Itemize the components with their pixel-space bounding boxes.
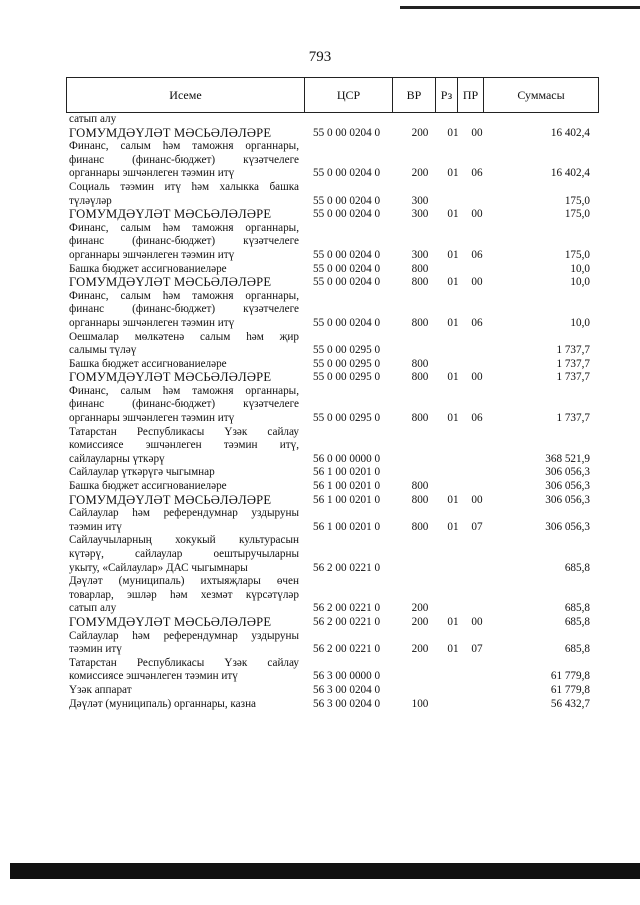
row-rz: 01 <box>447 208 459 221</box>
row-name-line: органнары эшчәнлеген тәэмин итү <box>69 248 235 261</box>
row-csr: 55 0 00 0295 0 <box>313 357 381 370</box>
row-name-line: Дәүләт (муниципаль) органнары, казна <box>69 697 257 710</box>
header-name: Исеме <box>67 78 305 113</box>
row-name-line: тәэмин итү <box>69 643 122 656</box>
row-name-line: Финанс, салым һәм таможня органнары, <box>69 140 299 153</box>
row-sum: 306 056,3 <box>545 480 590 493</box>
row-name-line: Башка бюджет ассигнованиеләре <box>69 262 227 275</box>
row-name <box>66 385 299 426</box>
row-sum: 685,8 <box>564 615 590 628</box>
row-vr: 800 <box>411 316 429 329</box>
table-row <box>66 371 598 385</box>
row-name-line: ГОМУМДӘҮЛӘТ МӘСЬӘЛӘЛӘРЕ <box>69 125 272 140</box>
table-row <box>66 208 598 222</box>
row-name-line: Татарстан Республикасы Үзәк сайлау <box>69 425 299 438</box>
row-vr: 100 <box>411 697 429 710</box>
row-csr: 56 2 00 0221 0 <box>313 615 381 628</box>
row-pr: 06 <box>471 167 483 180</box>
row-vr: 800 <box>411 371 429 384</box>
row-rz: 01 <box>447 371 459 384</box>
row-pr: 06 <box>471 412 483 425</box>
row-csr: 55 0 00 0204 0 <box>313 248 381 261</box>
row-csr: 55 0 00 0204 0 <box>313 167 381 180</box>
row-csr: 56 2 00 0221 0 <box>313 643 381 656</box>
table-header <box>66 77 599 113</box>
row-vr: 200 <box>411 126 429 139</box>
row-rz: 01 <box>447 316 459 329</box>
row-name-line: органнары эшчәнлеген тәэмин итү <box>69 412 235 425</box>
row-sum: 16 402,4 <box>550 126 590 139</box>
top-rule <box>400 6 640 9</box>
table-row <box>66 575 598 616</box>
header-pr: ПР <box>458 78 484 113</box>
row-name <box>66 575 299 616</box>
row-name <box>66 222 299 263</box>
row-name-line: финанс (финанс-бюджет) күзәтчелеге <box>69 153 299 166</box>
row-sum: 306 056,3 <box>545 493 590 506</box>
table-row <box>66 276 598 290</box>
row-name-line: Татарстан Республикасы Үзәк сайлау <box>69 656 299 669</box>
table-row <box>66 630 598 657</box>
row-rz: 01 <box>447 412 459 425</box>
row-name-line: салымы түләү <box>69 344 137 357</box>
row-name <box>66 113 299 127</box>
row-rz: 01 <box>447 643 459 656</box>
row-name-line: Сайлаулар һәм референдумнар уздыруны <box>69 629 299 642</box>
row-pr: 00 <box>471 371 483 384</box>
row-name-line: ГОМУМДӘҮЛӘТ МӘСЬӘЛӘЛӘРЕ <box>69 275 272 290</box>
row-sum: 16 402,4 <box>550 167 590 180</box>
row-vr: 800 <box>411 412 429 425</box>
row-sum: 56 432,7 <box>550 697 590 710</box>
table-row <box>66 331 598 358</box>
row-sum: 685,8 <box>564 561 590 574</box>
row-csr: 56 1 00 0201 0 <box>313 520 381 533</box>
table-row <box>66 222 598 263</box>
row-csr: 55 0 00 0204 0 <box>313 126 381 139</box>
row-name-line: тәэмин итү <box>69 520 122 533</box>
table-row <box>66 534 598 575</box>
row-name-line: ГОМУМДӘҮЛӘТ МӘСЬӘЛӘЛӘРЕ <box>69 370 272 385</box>
row-name <box>66 371 299 385</box>
row-vr: 300 <box>411 194 429 207</box>
row-csr: 55 0 00 0295 0 <box>313 344 381 357</box>
row-name <box>66 263 299 277</box>
row-name-line: Социаль тәэмин итү һәм халыкка башка <box>69 180 299 193</box>
budget-table-body <box>66 113 598 711</box>
row-name <box>66 331 299 358</box>
table-row <box>66 494 598 508</box>
row-name <box>66 127 299 141</box>
row-vr: 800 <box>411 276 429 289</box>
row-name <box>66 657 299 684</box>
row-name-line: Финанс, салым һәм таможня органнары, <box>69 221 299 234</box>
row-name <box>66 698 299 712</box>
row-csr: 55 0 00 0204 0 <box>313 276 381 289</box>
row-name-line: Финанс, салым һәм таможня органнары, <box>69 384 299 397</box>
header-rz: Рз <box>436 78 458 113</box>
row-name-line: финанс (финанс-бюджет) күзәтчелеге <box>69 398 299 411</box>
row-csr: 56 2 00 0221 0 <box>313 602 381 615</box>
table-row <box>66 113 598 127</box>
row-vr: 200 <box>411 602 429 615</box>
table-row <box>66 466 598 480</box>
row-name-line: финанс (финанс-бюджет) күзәтчелеге <box>69 235 299 248</box>
table-row <box>66 385 598 426</box>
row-sum: 306 056,3 <box>545 466 590 479</box>
row-name-line: комиссиясе эшчәнлеген тәэмин итү, <box>69 439 299 452</box>
table-row <box>66 426 598 467</box>
row-name <box>66 426 299 467</box>
row-csr: 55 0 00 0295 0 <box>313 412 381 425</box>
row-pr: 00 <box>471 276 483 289</box>
row-rz: 01 <box>447 248 459 261</box>
row-pr: 00 <box>471 208 483 221</box>
row-pr: 07 <box>471 643 483 656</box>
row-rz: 01 <box>447 493 459 506</box>
row-name <box>66 290 299 331</box>
row-pr: 00 <box>471 615 483 628</box>
row-name-line: органнары эшчәнлеген тәэмин итү <box>69 316 235 329</box>
row-csr: 55 0 00 0204 0 <box>313 208 381 221</box>
row-sum: 175,0 <box>564 194 590 207</box>
row-name <box>66 684 299 698</box>
row-sum: 1 737,7 <box>556 412 590 425</box>
table-row <box>66 263 598 277</box>
row-name-line: Дәүләт (муниципаль) ихтыяҗлары өчен <box>69 575 299 588</box>
header-csr: ЦСР <box>305 78 393 113</box>
row-csr: 55 0 00 0204 0 <box>313 262 381 275</box>
table-row <box>66 181 598 208</box>
row-sum: 368 521,9 <box>545 452 590 465</box>
row-name-line: сатып алу <box>69 113 117 125</box>
row-name-line: Сайлаулар үткәрүгә чыгымнар <box>69 466 215 479</box>
row-pr: 00 <box>471 126 483 139</box>
row-sum: 10,0 <box>570 316 590 329</box>
row-sum: 685,8 <box>564 643 590 656</box>
row-name <box>66 181 299 208</box>
row-name <box>66 140 299 181</box>
row-name-line: органнары эшчәнлеген тәэмин итү <box>69 167 235 180</box>
row-name-line: түләүләр <box>69 194 112 207</box>
row-rz: 01 <box>447 167 459 180</box>
row-vr: 800 <box>411 480 429 493</box>
table-row <box>66 127 598 141</box>
row-csr: 56 3 00 0204 0 <box>313 697 381 710</box>
row-pr: 06 <box>471 248 483 261</box>
row-name <box>66 466 299 480</box>
row-name-line: Сайлаулар һәм референдумнар уздыруны <box>69 507 299 520</box>
table-row <box>66 140 598 181</box>
row-csr: 56 1 00 0201 0 <box>313 466 381 479</box>
row-name-line: сатып алу <box>69 602 117 615</box>
table-row <box>66 684 598 698</box>
row-name-line: Үзәк аппарат <box>69 683 132 696</box>
row-sum: 306 056,3 <box>545 520 590 533</box>
row-rz: 01 <box>447 520 459 533</box>
row-name <box>66 630 299 657</box>
row-sum: 175,0 <box>564 208 590 221</box>
row-pr: 00 <box>471 493 483 506</box>
row-csr: 55 0 00 0295 0 <box>313 371 381 384</box>
row-sum: 1 737,7 <box>556 371 590 384</box>
row-name-line: ГОМУМДӘҮЛӘТ МӘСЬӘЛӘЛӘРЕ <box>69 614 272 629</box>
row-name-line: Финанс, салым һәм таможня органнары, <box>69 289 299 302</box>
row-sum: 10,0 <box>570 276 590 289</box>
row-sum: 1 737,7 <box>556 344 590 357</box>
row-vr: 800 <box>411 520 429 533</box>
row-vr: 800 <box>411 493 429 506</box>
row-sum: 61 779,8 <box>550 670 590 683</box>
row-name-line: ГОМУМДӘҮЛӘТ МӘСЬӘЛӘЛӘРЕ <box>69 492 272 507</box>
row-sum: 61 779,8 <box>550 683 590 696</box>
row-name-line: комиссиясе эшчәнлеген тәэмин итү <box>69 670 238 683</box>
row-csr: 55 0 00 0204 0 <box>313 316 381 329</box>
header-vr: ВР <box>393 78 436 113</box>
row-rz: 01 <box>447 126 459 139</box>
row-rz: 01 <box>447 276 459 289</box>
row-csr: 55 0 00 0204 0 <box>313 194 381 207</box>
row-sum: 685,8 <box>564 602 590 615</box>
table-row <box>66 507 598 534</box>
row-name-line: ГОМУМДӘҮЛӘТ МӘСЬӘЛӘЛӘРЕ <box>69 207 272 222</box>
scan-bottom-bar <box>10 863 640 879</box>
row-vr: 200 <box>411 167 429 180</box>
row-name <box>66 276 299 290</box>
row-name <box>66 208 299 222</box>
row-sum: 175,0 <box>564 248 590 261</box>
row-rz: 01 <box>447 615 459 628</box>
table-row <box>66 290 598 331</box>
row-csr: 56 3 00 0204 0 <box>313 683 381 696</box>
row-name-line: финанс (финанс-бюджет) күзәтчелеге <box>69 303 299 316</box>
row-vr: 800 <box>411 357 429 370</box>
row-name-line: Башка бюджет ассигнованиеләре <box>69 357 227 370</box>
row-name-line: Сайлаучыларның хокукый культурасын <box>69 534 299 547</box>
row-sum: 1 737,7 <box>556 357 590 370</box>
row-csr: 56 0 00 0000 0 <box>313 452 381 465</box>
row-sum: 10,0 <box>570 262 590 275</box>
row-name <box>66 494 299 508</box>
row-name-line: күтәрү, сайлаулар оештыручыларны <box>69 548 299 560</box>
row-vr: 300 <box>411 248 429 261</box>
row-pr: 06 <box>471 316 483 329</box>
table-row <box>66 480 598 494</box>
row-csr: 56 2 00 0221 0 <box>313 561 381 574</box>
row-name-line: товарлар, эшләр һәм хезмәт күрсәтүләр <box>69 588 299 601</box>
row-name-line: сайлауларны үткәрү <box>69 452 165 465</box>
row-vr: 200 <box>411 643 429 656</box>
row-csr: 56 1 00 0201 0 <box>313 493 381 506</box>
row-csr: 56 3 00 0000 0 <box>313 670 381 683</box>
row-name-line: Оешмалар мөлкәтенә салым һәм җир <box>69 330 299 343</box>
header-sum: Суммасы <box>484 78 599 113</box>
table-row <box>66 358 598 372</box>
row-vr: 200 <box>411 615 429 628</box>
row-name <box>66 480 299 494</box>
row-name <box>66 534 299 575</box>
row-name <box>66 507 299 534</box>
table-row <box>66 698 598 712</box>
row-vr: 800 <box>411 262 429 275</box>
row-vr: 300 <box>411 208 429 221</box>
row-name <box>66 358 299 372</box>
row-pr: 07 <box>471 520 483 533</box>
table-row <box>66 616 598 630</box>
table-row <box>66 657 598 684</box>
row-name-line: укыту, «Сайлаулар» ДАС чыгымнары <box>69 561 248 574</box>
row-name-line: Башка бюджет ассигнованиеләре <box>69 480 227 493</box>
row-name <box>66 616 299 630</box>
page-number: 793 <box>308 49 332 65</box>
row-csr: 56 1 00 0201 0 <box>313 480 381 493</box>
